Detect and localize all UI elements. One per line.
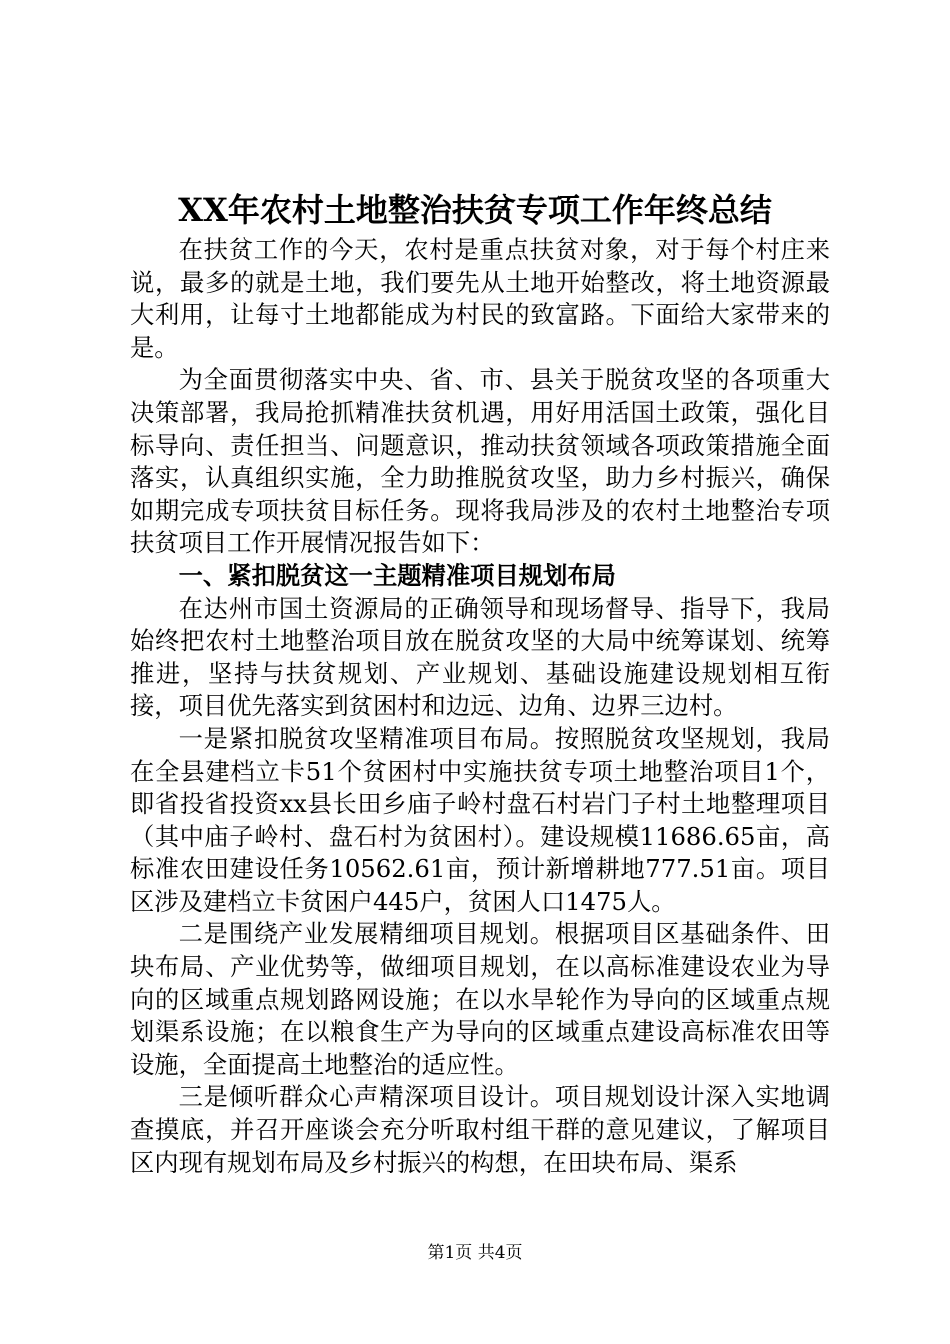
intro-paragraph: 在扶贫工作的今天，农村是重点扶贫对象，对于每个村庄来说，最多的就是土地，我们要先从土地开始整改，将土地资源最大利用，让每寸土地都能成为村民的致富路。下面给大家带来的是。 [130,235,830,362]
point-3-paragraph: 三是倾听群众心声精深项目设计。项目规划设计深入实地调查摸底，并召开座谈会充分听取村组干群的意见建议，了解项目区内现有规划布局及乡村振兴的构想，在田块布局、渠系 [130,1082,830,1177]
summary-paragraph: 为全面贯彻落实中央、省、市、县关于脱贫攻坚的各项重大决策部署，我局抢抓精准扶贫机遇，用好用活国土政策，强化目标导向、责任担当、问题意识，推动扶贫领域各项政策措施全面落实，认真组织实施，全力助推脱贫攻坚，助力乡村振兴，确保如期完成专项扶贫目标任务。现将我局涉及的农村土地整治专项扶贫项目工作开展情况报告如下： [130,365,830,558]
section-1-paragraph: 在达州市国土资源局的正确领导和现场督导、指导下，我局始终把农村土地整治项目放在脱贫攻坚的大局中统筹谋划、统筹推进，坚持与扶贫规划、产业规划、基础设施建设规划相互衔接，项目优先落实到贫困村和边远、边角、边界三边村。 [130,593,830,721]
document-title: XX年农村土地整治扶贫专项工作年终总结 [178,191,772,229]
section-heading-1: 一、紧扣脱贫这一主题精准项目规划布局 [178,560,616,590]
page-footer: 第1页 共4页 [427,1243,523,1263]
point-2-paragraph: 二是围绕产业发展精细项目规划。根据项目区基础条件、田块布局、产业优势等，做细项目规划，在以高标准建设农业为导向的区域重点规划路网设施；在以水旱轮作为导向的区域重点规划渠系设施；在以粮食生产为导向的区域重点建设高标准农田等设施，全面提高土地整治的适应性。 [130,919,830,1079]
point-1-paragraph: 一是紧扣脱贫攻坚精准项目布局。按照脱贫攻坚规划，我局在全县建档立卡51个贫困村中实施扶贫专项土地整治项目1个，即省投省投资xx县长田乡庙子岭村盘石村岩门子村土地整理项目（其中庙子岭村、盘石村为贫困村）。建设规模11686.65亩，高标准农田建设任务10562.61亩，预计新增耕地777.51亩。项目区涉及建档立卡贫困户445户，贫困人口1475人。 [130,723,830,916]
document-body [130,234,830,1179]
